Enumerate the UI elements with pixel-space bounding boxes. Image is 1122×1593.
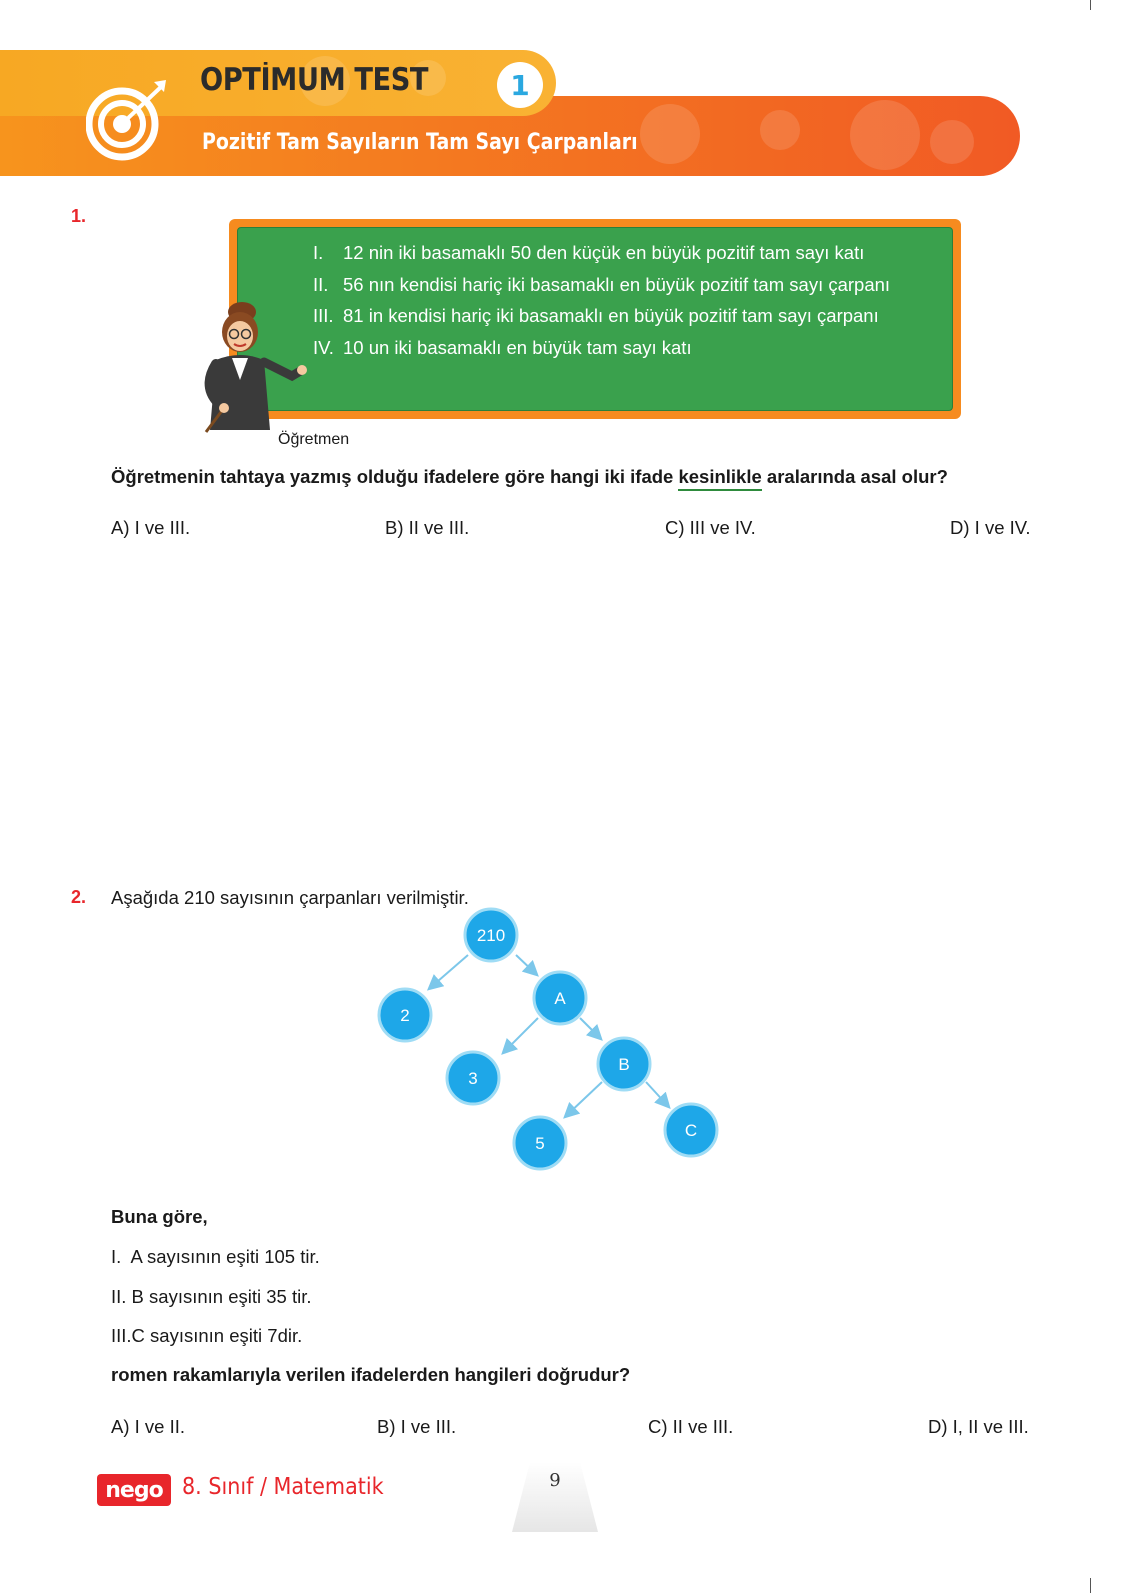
- teacher-label: Öğretmen: [278, 431, 350, 448]
- crop-mark: [1090, 1578, 1091, 1593]
- question-text: romen rakamlarıyla verilen ifadelerden hangileri doğrudur?: [111, 1364, 631, 1385]
- tree-node-root: [465, 909, 517, 961]
- statement-item: III.C sayısının eşiti 7dir.: [111, 1325, 303, 1346]
- board-line-text: 56 nın kendisi hariç iki basamaklı en büyük pozitif tam sayı çarpanı: [343, 274, 891, 295]
- board-line-numeral: IV.: [313, 337, 334, 358]
- factor-tree: [360, 900, 760, 1200]
- question-lead: Buna göre,: [111, 1206, 208, 1227]
- question-number: 1.: [71, 206, 87, 226]
- statement-item: I. A sayısının eşiti 105 tir.: [111, 1246, 320, 1267]
- statement-item: II. B sayısının eşiti 35 tir.: [111, 1286, 312, 1307]
- answer-option-d[interactable]: D) I ve IV.: [950, 517, 1031, 538]
- test-title: OPTİMUM TEST: [200, 62, 429, 98]
- board-line-text: 81 in kendisi hariç iki basamaklı en büyük pozitif tam sayı çarpanı: [343, 305, 879, 326]
- banner-decoration: [640, 104, 700, 164]
- tree-node-label: 2: [400, 1006, 410, 1025]
- tree-node-label: 3: [468, 1069, 478, 1088]
- answer-option-b[interactable]: B) I ve III.: [377, 1416, 457, 1437]
- teacher-illustration: [180, 300, 310, 450]
- tree-branch: [580, 1018, 600, 1038]
- answer-option-d[interactable]: D) I, II ve III.: [928, 1416, 1029, 1437]
- question-text-part: aralarında asal olur?: [761, 466, 948, 487]
- question-emphasis: kesinlikle: [678, 466, 761, 491]
- board-line: [313, 337, 692, 359]
- answer-option-a[interactable]: A) I ve III.: [111, 517, 191, 538]
- tree-node-label: 210: [476, 926, 506, 945]
- tree-node-label: B: [618, 1055, 630, 1074]
- tree-node-2: [379, 989, 431, 1041]
- crop-mark: [1090, 0, 1091, 10]
- question-number: 2.: [71, 887, 87, 907]
- footer-subject: 8. Sınıf / Matematik: [182, 1474, 384, 1500]
- tree-branch: [516, 955, 536, 974]
- board-line-numeral: III.: [313, 305, 334, 326]
- board-line-text: 10 un iki basamaklı en büyük tam sayı katı: [343, 337, 692, 358]
- board-line-numeral: II.: [313, 274, 329, 295]
- test-subtitle: Pozitif Tam Sayıların Tam Sayı Çarpanları: [202, 130, 638, 155]
- publisher-logo: nego: [97, 1474, 171, 1506]
- test-number-badge: 1: [497, 62, 543, 108]
- answer-option-c[interactable]: C) III ve IV.: [665, 517, 756, 538]
- board-line: [313, 274, 890, 296]
- board-line-text: 12 nin iki basamaklı 50 den küçük en büyük pozitif tam sayı katı: [343, 242, 865, 263]
- tree-node-b: [598, 1038, 650, 1090]
- answer-option-b[interactable]: B) II ve III.: [385, 517, 470, 538]
- answer-option-a[interactable]: A) I ve II.: [111, 1416, 186, 1437]
- tree-node-label: 5: [535, 1134, 545, 1153]
- board-line: [313, 242, 864, 264]
- tree-node-3: [447, 1052, 499, 1104]
- question-intro: Aşağıda 210 sayısının çarpanları verilmiştir.: [111, 887, 469, 908]
- board-line: [313, 305, 879, 327]
- target-icon: [86, 78, 172, 164]
- tree-node-5: [514, 1117, 566, 1169]
- tree-node-a: [534, 972, 586, 1024]
- tree-node-c: [665, 1104, 717, 1156]
- board-line-numeral: I.: [313, 242, 324, 263]
- answer-option-c[interactable]: C) II ve III.: [648, 1416, 734, 1437]
- tree-branch: [430, 955, 468, 988]
- banner-decoration: [930, 120, 974, 164]
- tree-node-label: A: [554, 989, 566, 1008]
- tree-branch: [646, 1082, 668, 1106]
- banner-decoration: [760, 110, 800, 150]
- banner-decoration: [850, 100, 920, 170]
- question-text: [111, 466, 1031, 488]
- tree-branch: [566, 1082, 602, 1116]
- question-text-part: Öğretmenin tahtaya yazmış olduğu ifadelere göre hangi iki ifade: [111, 466, 679, 487]
- page-number: 9: [549, 1470, 561, 1491]
- tree-branch: [504, 1018, 538, 1052]
- tree-node-label: C: [684, 1121, 698, 1140]
